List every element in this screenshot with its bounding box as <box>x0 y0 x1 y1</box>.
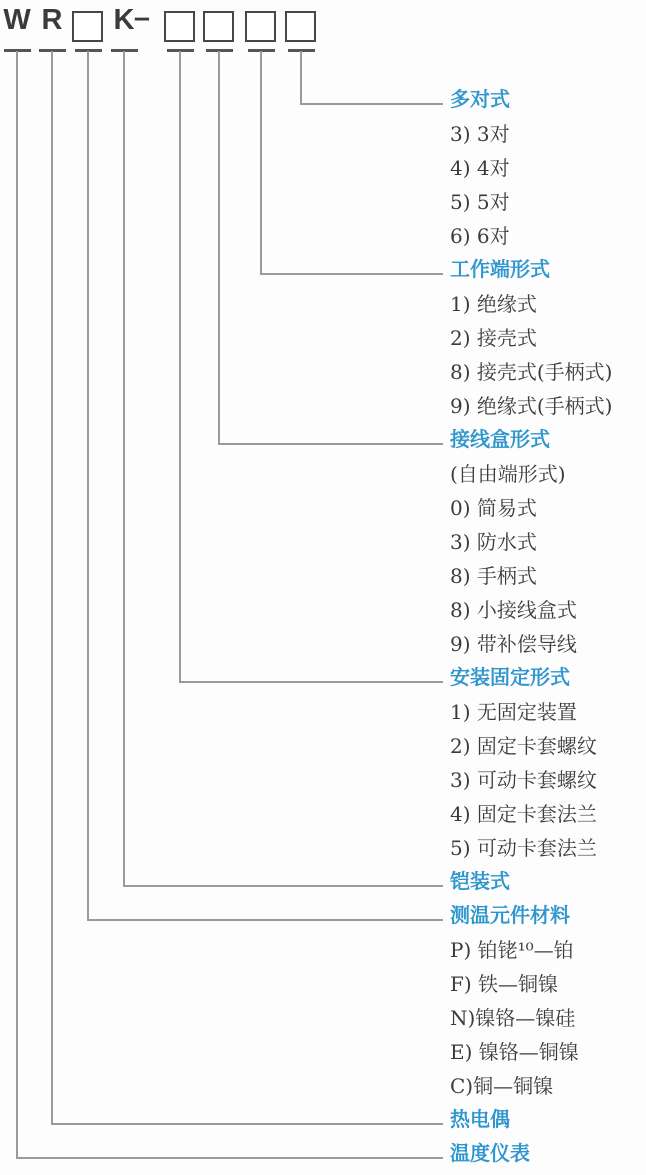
connector-vertical-armored-type <box>123 51 125 887</box>
option-item: 8) 手柄式 <box>450 564 537 588</box>
option-item: N)镍铬—镍硅 <box>450 1006 576 1030</box>
option-item: 2) 接壳式 <box>450 326 537 350</box>
connector-horizontal-mounting-type <box>179 681 443 683</box>
section-title-sensing-element-material: 测温元件材料 <box>450 905 570 927</box>
connector-horizontal-junction-box-type <box>218 443 443 445</box>
code-box <box>203 11 234 42</box>
connector-horizontal-sensing-element-material <box>87 919 443 921</box>
code-box <box>164 11 195 42</box>
connector-vertical-junction-box-type <box>218 51 220 445</box>
option-item: 9) 绝缘式(手柄式) <box>450 394 613 418</box>
option-item: (自由端形式) <box>450 462 566 486</box>
option-item: C)铜—铜镍 <box>450 1074 554 1098</box>
connector-horizontal-armored-type <box>123 885 443 887</box>
connector-vertical-mounting-type <box>179 51 181 683</box>
option-item: E) 镍铬—铜镍 <box>450 1040 579 1064</box>
connector-vertical-thermocouple <box>51 51 53 1125</box>
code-box <box>285 11 316 42</box>
connector-vertical-sensing-element-material <box>87 51 89 921</box>
section-title-multi-pair-type: 多对式 <box>450 89 510 111</box>
connector-horizontal-multi-pair-type <box>300 103 443 105</box>
code-letter: W <box>3 4 31 36</box>
connector-vertical-temperature-instrument <box>16 51 18 1159</box>
section-title-temperature-instrument: 温度仪表 <box>450 1143 530 1165</box>
option-item: 0) 简易式 <box>450 496 537 520</box>
section-title-armored-type: 铠装式 <box>450 871 510 893</box>
connector-horizontal-temperature-instrument <box>16 1157 443 1159</box>
option-item: 8) 小接线盒式 <box>450 598 577 622</box>
option-item: 1) 无固定装置 <box>450 700 577 724</box>
option-item: F) 铁—铜镍 <box>450 972 559 996</box>
code-letter: K <box>113 4 135 36</box>
option-item: 6) 6对 <box>450 224 510 248</box>
option-item: 2) 固定卡套螺纹 <box>450 734 597 758</box>
option-item: 3) 防水式 <box>450 530 537 554</box>
option-item: 3) 可动卡套螺纹 <box>450 768 597 792</box>
code-box <box>72 11 103 42</box>
option-item: 4) 固定卡套法兰 <box>450 802 597 826</box>
code-dash: – <box>133 2 151 34</box>
option-item: 3) 3对 <box>450 122 510 146</box>
option-item: 9) 带补偿导线 <box>450 632 577 656</box>
section-title-mounting-type: 安装固定形式 <box>450 667 570 689</box>
section-title-thermocouple: 热电偶 <box>450 1109 510 1131</box>
connector-vertical-working-end-type <box>260 51 262 275</box>
option-item: 5) 可动卡套法兰 <box>450 836 597 860</box>
connector-vertical-multi-pair-type <box>300 51 302 105</box>
option-item: 1) 绝缘式 <box>450 292 537 316</box>
section-title-working-end-type: 工作端形式 <box>450 259 550 281</box>
option-item: 5) 5对 <box>450 190 510 214</box>
connector-horizontal-thermocouple <box>51 1123 443 1125</box>
code-letter: R <box>41 4 63 36</box>
connector-horizontal-working-end-type <box>260 273 443 275</box>
option-item: P) 铂铑¹⁰—铂 <box>450 938 574 962</box>
option-item: 8) 接壳式(手柄式) <box>450 360 613 384</box>
code-box <box>245 11 276 42</box>
section-title-junction-box-type: 接线盒形式 <box>450 429 550 451</box>
option-item: 4) 4对 <box>450 156 510 180</box>
